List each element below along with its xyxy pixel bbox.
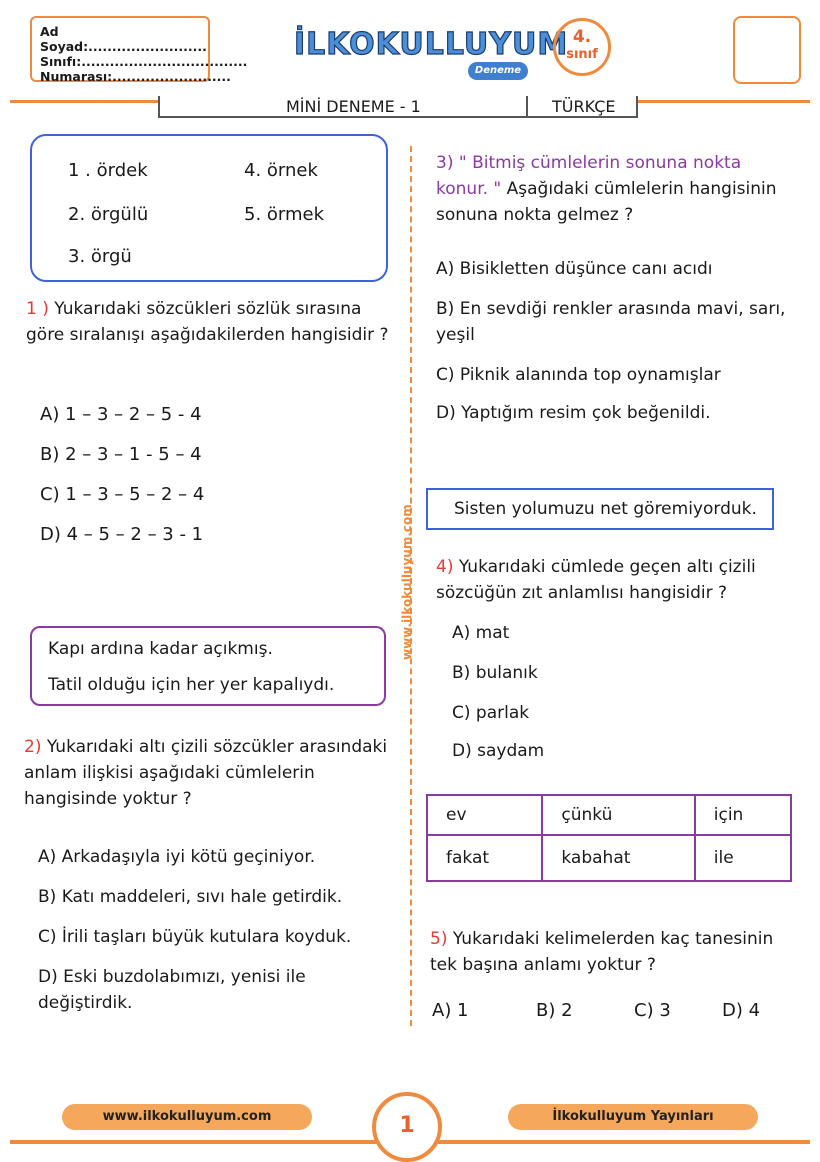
footer-site-link[interactable]: www.ilkokulluyum.com [62, 1104, 312, 1130]
word-list-box [30, 134, 388, 282]
q4-option-b[interactable]: B) bulanık [452, 663, 538, 683]
question-2 [24, 734, 402, 812]
student-info-box [30, 16, 248, 84]
footer-publisher: İlkokulluyum Yayınları [508, 1104, 758, 1130]
question-2-text: Yukarıdaki altı çizili sözcükler arasındaki anlam ilişkisi aşağıdaki cümlelerin hangisinde yoktur ? [24, 737, 388, 809]
subject-title: TÜRKÇE [552, 97, 616, 116]
q5-word-table [426, 794, 792, 882]
question-3 [436, 150, 796, 228]
q5-option-a[interactable]: A) 1 [432, 1000, 469, 1021]
question-2-number: 2) [24, 737, 42, 757]
q4-option-a[interactable]: A) mat [452, 623, 510, 643]
q5-option-c[interactable]: C) 3 [634, 1000, 671, 1021]
table-cell: fakat [427, 835, 542, 881]
question-4-text: Yukarıdaki cümlede geçen altı çizili sözcüğün zıt anlamlısı hangisidir ? [436, 557, 756, 603]
word-1: 1 . ördek [68, 160, 148, 181]
q4-option-c[interactable]: C) parlak [452, 703, 530, 723]
question-1-number: 1 ) [26, 299, 49, 319]
q1-option-c[interactable]: C) 1 – 3 – 5 – 2 – 4 [40, 484, 205, 505]
q1-option-d[interactable]: D) 4 – 5 – 2 – 3 - 1 [40, 524, 204, 545]
q2-option-a[interactable]: A) Arkadaşıyla iyi kötü geçiniyor. [38, 847, 316, 867]
table-cell: çünkü [542, 795, 694, 835]
name-line: Ad Soyad:......................... [40, 24, 207, 54]
q2-option-c[interactable]: C) İrili taşları büyük kutulara koyduk. [38, 927, 352, 947]
q4-option-d[interactable]: D) saydam [452, 741, 545, 761]
table-row [427, 795, 791, 835]
page-number: 1 [372, 1092, 442, 1162]
q2-sentence-box [30, 626, 386, 706]
word-3: 3. örgü [68, 246, 132, 267]
q4-sentence-box [426, 488, 774, 530]
deneme-badge: Deneme [468, 62, 528, 80]
question-3-text: Aşağıdaki cümlelerin hangisinin sonuna nokta gelmez ? [436, 179, 777, 225]
question-5-text: Yukarıdaki kelimelerden kaç tanesinin tek başına anlamı yoktur ? [430, 929, 774, 975]
question-1 [26, 296, 396, 348]
q3-option-a[interactable]: A) Bisikletten düşünce canı acıdı [436, 259, 713, 279]
q1-option-a[interactable]: A) 1 – 3 – 2 – 5 - 4 [40, 404, 202, 425]
logo [290, 18, 569, 66]
q3-option-c[interactable]: C) Piknik alanında top oynamışlar [436, 365, 721, 385]
question-3-quote: " Bitmiş cümlelerin sonuna nokta konur. " [436, 153, 742, 199]
q2-sentence-2: Tatil olduğu için her yer kapalıydı. [48, 675, 335, 695]
table-row [427, 835, 791, 881]
side-site-url: www.ilkokulluyum.com [400, 504, 414, 660]
title-bar [158, 96, 638, 118]
word-4: 4. örnek [244, 160, 318, 181]
q2-option-d[interactable]: D) Eski buzdolabımızı, yenisi ile değiştirdik. [38, 967, 306, 1013]
question-4 [436, 554, 806, 606]
table-cell: ev [427, 795, 542, 835]
grade-word: sınıf [566, 47, 598, 62]
q5-option-d[interactable]: D) 4 [722, 1000, 761, 1021]
q4-sentence: Sisten yolumuzu net göremiyorduk. [454, 499, 757, 519]
q3-option-b[interactable]: B) En sevdiği renkler arasında mavi, sarı, yeşil [436, 299, 786, 345]
question-3-number: 3) [436, 153, 454, 173]
title-separator [526, 96, 528, 116]
table-cell: kabahat [542, 835, 694, 881]
question-5-number: 5) [430, 929, 448, 949]
question-1-text: Yukarıdaki sözcükleri sözlük sırasına göre sıralanışı aşağıdakilerden hangisidir ? [26, 299, 389, 345]
word-2: 2. örgülü [68, 204, 149, 225]
grade-badge [553, 18, 611, 76]
word-5: 5. örmek [244, 204, 325, 225]
class-line: Sınıfı:................................... [40, 54, 248, 69]
table-cell: için [695, 795, 791, 835]
q2-option-b[interactable]: B) Katı maddeleri, sıvı hale getirdik. [38, 887, 343, 907]
number-line: Numarası:......................... [40, 69, 231, 84]
q2-sentence-1: Kapı ardına kadar açıkmış. [48, 639, 273, 659]
test-title: MİNİ DENEME - 1 [286, 97, 421, 116]
question-4-number: 4) [436, 557, 454, 577]
table-cell: ile [695, 835, 791, 881]
question-5 [430, 926, 800, 978]
q3-option-d[interactable]: D) Yaptığım resim çok beğenildi. [436, 403, 711, 423]
q5-option-b[interactable]: B) 2 [536, 1000, 573, 1021]
q1-option-b[interactable]: B) 2 – 3 – 1 - 5 – 4 [40, 444, 202, 465]
grade-number: 4. [572, 27, 592, 47]
logo-text: İLKOKULLUYUM [294, 27, 569, 62]
score-box [733, 16, 801, 84]
